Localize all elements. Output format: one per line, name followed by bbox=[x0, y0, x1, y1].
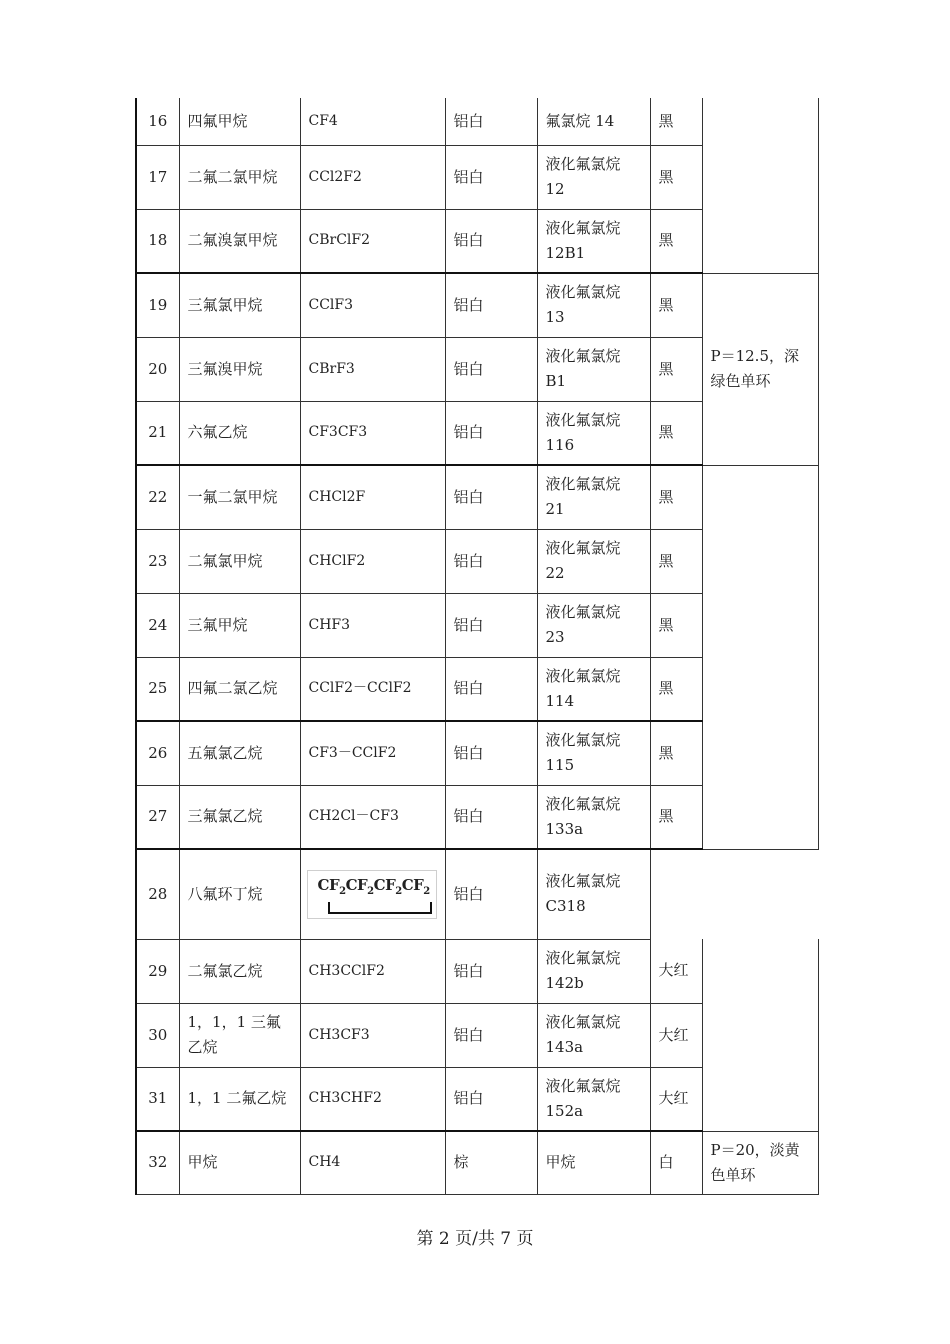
gas-cylinder-marking-table bbox=[135, 98, 819, 1195]
label-color bbox=[650, 849, 818, 939]
gas-name: 六氟乙烷 bbox=[179, 401, 300, 465]
body-color: 铝白 bbox=[445, 657, 537, 721]
label-text: 液化氟氯烷 116 bbox=[537, 401, 650, 465]
label-color: 黑 bbox=[650, 785, 702, 849]
body-color: 铝白 bbox=[445, 1067, 537, 1131]
gas-name: 八氟环丁烷 bbox=[179, 849, 300, 939]
chemical-formula: CClF2－CClF2 bbox=[300, 657, 445, 721]
label-color: 黑 bbox=[650, 337, 702, 401]
body-color: 铝白 bbox=[445, 721, 537, 785]
body-color: 铝白 bbox=[445, 593, 537, 657]
gas-name: 1，1，1 三氟乙烷 bbox=[179, 1003, 300, 1067]
label-text: 液化氟氯烷 114 bbox=[537, 657, 650, 721]
table-row bbox=[136, 939, 818, 1003]
chemical-formula: CF3－CClF2 bbox=[300, 721, 445, 785]
label-color: 黑 bbox=[650, 209, 702, 273]
chemical-formula: CHClF2 bbox=[300, 529, 445, 593]
label-color: 黑 bbox=[650, 721, 702, 785]
body-color: 铝白 bbox=[445, 939, 537, 1003]
row-number: 31 bbox=[136, 1067, 179, 1131]
chemical-formula: CH2Cl－CF3 bbox=[300, 785, 445, 849]
cyclobutane-structure-image: $CF_2CF_2CF_2CF_2$ bbox=[307, 870, 437, 919]
label-color: 大红 bbox=[650, 939, 702, 1003]
row-number: 27 bbox=[136, 785, 179, 849]
label-text: 液化氟氯烷 143a bbox=[537, 1003, 650, 1067]
label-color: 黑 bbox=[650, 465, 702, 529]
gas-name: 二氟溴氯甲烷 bbox=[179, 209, 300, 273]
body-color: 铝白 bbox=[445, 209, 537, 273]
label-color: 黑 bbox=[650, 529, 702, 593]
body-color: 铝白 bbox=[445, 849, 537, 939]
row-number: 21 bbox=[136, 401, 179, 465]
chemical-formula: CBrClF2 bbox=[300, 209, 445, 273]
body-color: 铝白 bbox=[445, 337, 537, 401]
body-color: 铝白 bbox=[445, 1003, 537, 1067]
table-row bbox=[136, 849, 818, 939]
gas-name: 一氟二氯甲烷 bbox=[179, 465, 300, 529]
label-text: 液化氟氯烷 12B1 bbox=[537, 209, 650, 273]
note-cell bbox=[702, 465, 818, 849]
row-number: 24 bbox=[136, 593, 179, 657]
label-color: 黑 bbox=[650, 273, 702, 337]
chemical-formula: CH3CF3 bbox=[300, 1003, 445, 1067]
label-text: 液化氟氯烷 12 bbox=[537, 145, 650, 209]
note-cell bbox=[702, 98, 818, 273]
body-color: 铝白 bbox=[445, 98, 537, 145]
label-color: 大红 bbox=[650, 1067, 702, 1131]
label-color: 黑 bbox=[650, 657, 702, 721]
chemical-formula: CH3CHF2 bbox=[300, 1067, 445, 1131]
row-number: 26 bbox=[136, 721, 179, 785]
row-number: 30 bbox=[136, 1003, 179, 1067]
body-color: 铝白 bbox=[445, 785, 537, 849]
label-color: 黑 bbox=[650, 401, 702, 465]
chemical-formula: CBrF3 bbox=[300, 337, 445, 401]
chemical-formula: CHF3 bbox=[300, 593, 445, 657]
note-cell bbox=[702, 939, 818, 1131]
gas-name: 二氟氯甲烷 bbox=[179, 529, 300, 593]
row-number: 25 bbox=[136, 657, 179, 721]
page-footer: 第 2 页/共 7 页 bbox=[416, 1229, 534, 1249]
body-color: 棕 bbox=[445, 1131, 537, 1194]
row-number: 22 bbox=[136, 465, 179, 529]
row-number: 16 bbox=[136, 98, 179, 145]
gas-name: 三氟溴甲烷 bbox=[179, 337, 300, 401]
gas-name: 二氟二氯甲烷 bbox=[179, 145, 300, 209]
table-row bbox=[136, 98, 818, 145]
row-number: 23 bbox=[136, 529, 179, 593]
row-number: 18 bbox=[136, 209, 179, 273]
label-text: 液化氟氯烷 21 bbox=[537, 465, 650, 529]
label-text: 液化氟氯烷 C318 bbox=[537, 849, 650, 939]
row-number: 29 bbox=[136, 939, 179, 1003]
row-number: 32 bbox=[136, 1131, 179, 1194]
note-cell: P＝20，淡黄色单环 bbox=[702, 1131, 818, 1194]
label-text: 液化氟氯烷 152a bbox=[537, 1067, 650, 1131]
chemical-formula: CF4 bbox=[300, 98, 445, 145]
row-number: 28 bbox=[136, 849, 179, 939]
gas-name: 1，1 二氟乙烷 bbox=[179, 1067, 300, 1131]
body-color: 铝白 bbox=[445, 465, 537, 529]
label-text: 甲烷 bbox=[537, 1131, 650, 1194]
label-text: 液化氟氯烷 115 bbox=[537, 721, 650, 785]
chemical-formula: CHCl2F bbox=[300, 465, 445, 529]
label-color: 大红 bbox=[650, 1003, 702, 1067]
body-color: 铝白 bbox=[445, 529, 537, 593]
gas-name: 三氟氯乙烷 bbox=[179, 785, 300, 849]
label-text: 液化氟氯烷 B1 bbox=[537, 337, 650, 401]
body-color: 铝白 bbox=[445, 401, 537, 465]
gas-name: 三氟氯甲烷 bbox=[179, 273, 300, 337]
note-cell: P＝12.5，深绿色单环 bbox=[702, 273, 818, 465]
table-row bbox=[136, 273, 818, 337]
label-text: 液化氟氯烷 133a bbox=[537, 785, 650, 849]
formula-structure bbox=[300, 849, 445, 939]
label-color: 黑 bbox=[650, 98, 702, 145]
chemical-formula: CClF3 bbox=[300, 273, 445, 337]
gas-name: 三氟甲烷 bbox=[179, 593, 300, 657]
chemical-formula: CH3CClF2 bbox=[300, 939, 445, 1003]
gas-name: 五氟氯乙烷 bbox=[179, 721, 300, 785]
label-color: 黑 bbox=[650, 593, 702, 657]
label-text: 液化氟氯烷 13 bbox=[537, 273, 650, 337]
gas-name: 甲烷 bbox=[179, 1131, 300, 1194]
row-number: 20 bbox=[136, 337, 179, 401]
table-row bbox=[136, 1131, 818, 1194]
chemical-formula: CCl2F2 bbox=[300, 145, 445, 209]
table-row bbox=[136, 465, 818, 529]
body-color: 铝白 bbox=[445, 145, 537, 209]
label-text: 液化氟氯烷 23 bbox=[537, 593, 650, 657]
gas-name: 四氟甲烷 bbox=[179, 98, 300, 145]
gas-name: 二氟氯乙烷 bbox=[179, 939, 300, 1003]
row-number: 17 bbox=[136, 145, 179, 209]
chemical-formula: CH4 bbox=[300, 1131, 445, 1194]
label-color: 白 bbox=[650, 1131, 702, 1194]
gas-name: 四氟二氯乙烷 bbox=[179, 657, 300, 721]
label-color: 黑 bbox=[650, 145, 702, 209]
row-number: 19 bbox=[136, 273, 179, 337]
chemical-formula: CF3CF3 bbox=[300, 401, 445, 465]
body-color: 铝白 bbox=[445, 273, 537, 337]
label-text: 液化氟氯烷 22 bbox=[537, 529, 650, 593]
label-text: 液化氟氯烷 142b bbox=[537, 939, 650, 1003]
label-text: 氟氯烷 14 bbox=[537, 98, 650, 145]
